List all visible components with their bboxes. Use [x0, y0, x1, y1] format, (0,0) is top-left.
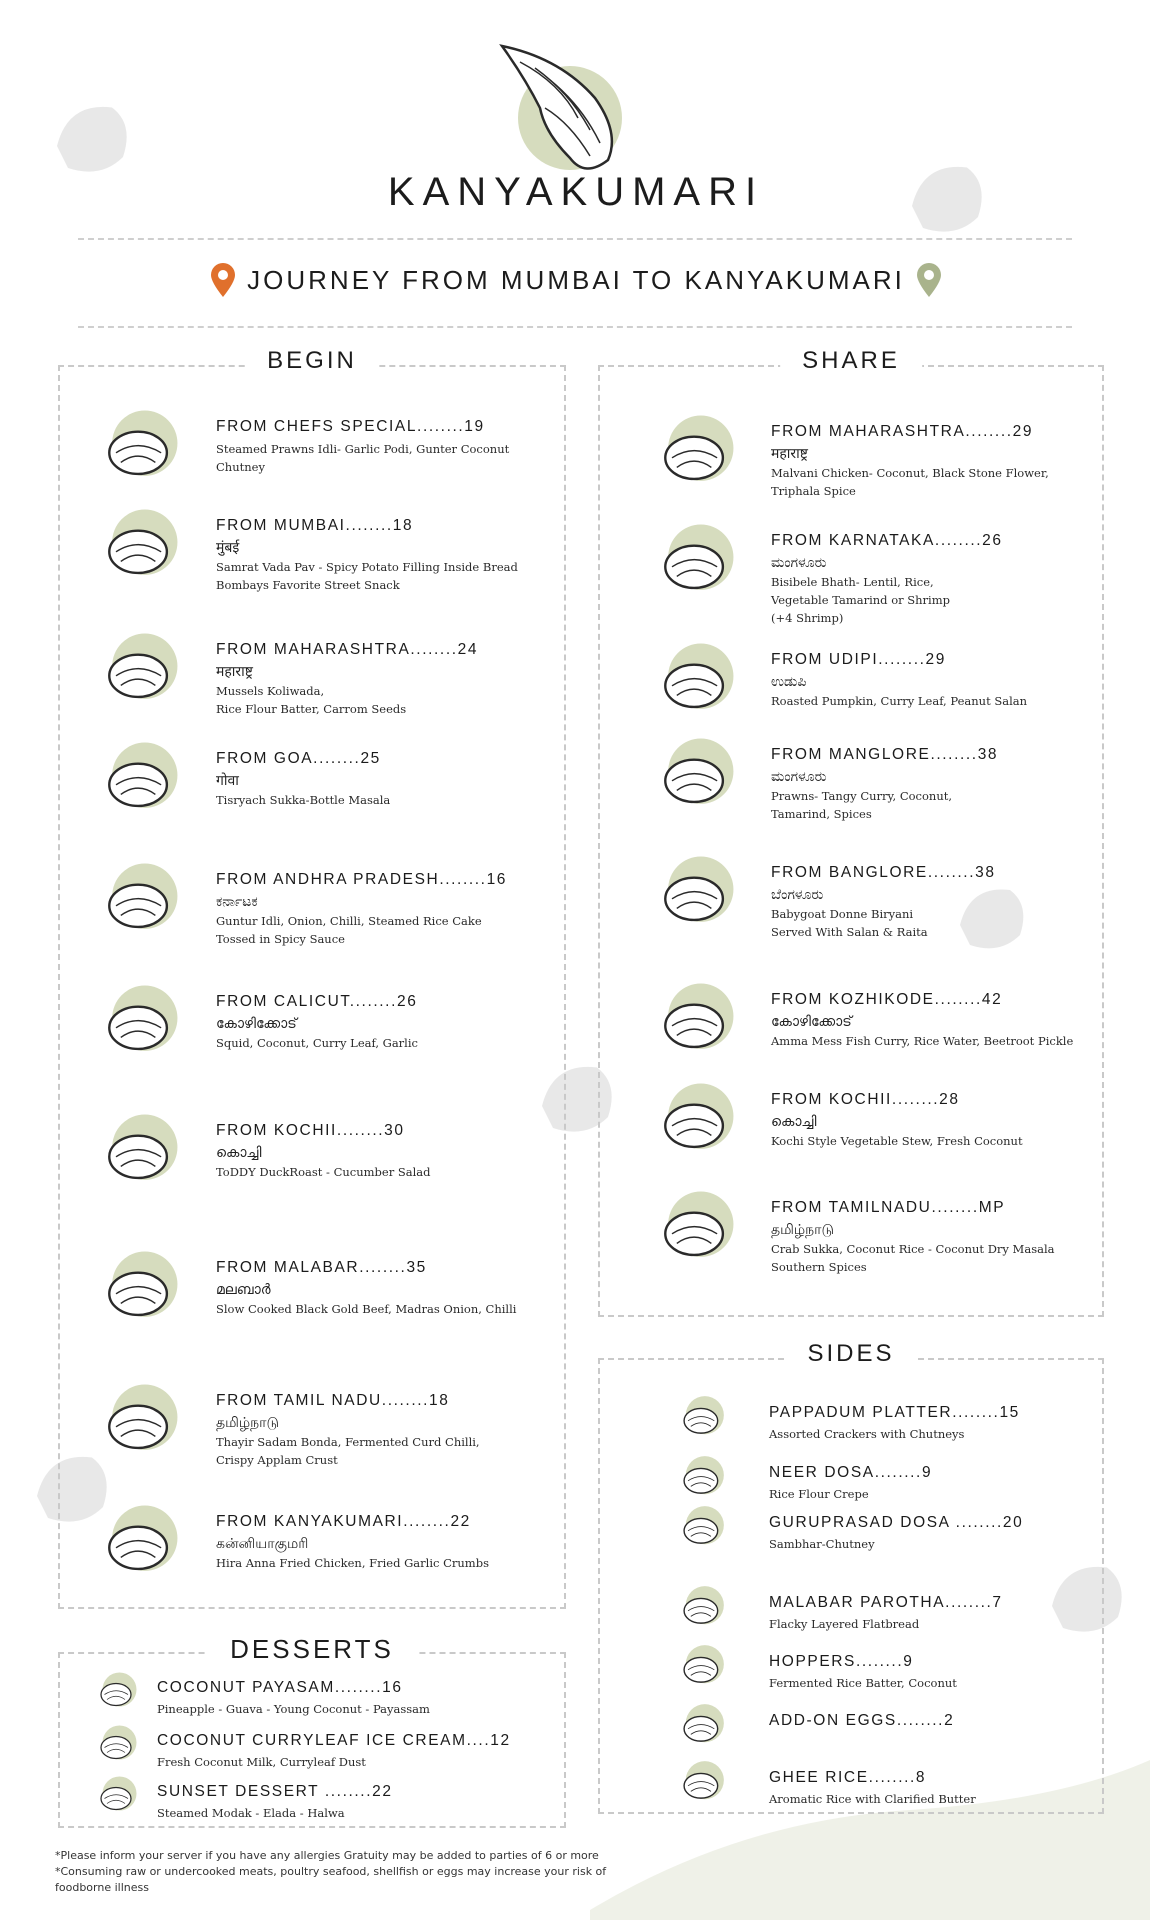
rice-bowl-icon [648, 514, 744, 610]
menu-item-description: Guntur Idli, Onion, Chilli, Steamed Rice Cake [216, 914, 482, 928]
side-item-title: GHEE RICE........8 [769, 1769, 927, 1786]
footnote-allergy: *Please inform your server if you have any allergies Gratuity may be added to parties of 6 or more [55, 1849, 599, 1862]
coconut-icon [648, 1073, 744, 1169]
menu-item-description: Served With Salan & Raita [771, 925, 928, 939]
side-item-description: Fermented Rice Batter, Coconut [769, 1676, 957, 1690]
footnote-raw-food: *Consuming raw or undercooked meats, poultry seafood, shellfish or eggs may increase your risk of foodborne illness [55, 1865, 607, 1894]
divider-top [78, 238, 1072, 240]
side-item-description: Flacky Layered Flatbread [769, 1617, 920, 1631]
menu-item-description: Chutney [216, 460, 265, 474]
menu-item-description: Bisibele Bhath- Lentil, Rice, [771, 575, 934, 589]
menu-item-native-name: ಬೆಂಗಳೂರು [771, 887, 824, 903]
side-item-description: Assorted Crackers with Chutneys [769, 1427, 965, 1441]
menu-item-description: Roasted Pumpkin, Curry Leaf, Peanut Salan [771, 694, 1028, 708]
pumpkin-icon [648, 633, 744, 729]
section-title: SHARE [780, 347, 922, 375]
menu-item-title: FROM ANDHRA PRADESH........16 [216, 871, 508, 888]
menu-item-description: Kochi Style Vegetable Stew, Fresh Coconut [771, 1134, 1023, 1148]
menu-item-native-name: கன்னியாகுமரி [216, 1536, 309, 1552]
menu-item-title: FROM KOZHIKODE........42 [771, 991, 1003, 1008]
menu-item-title: FROM TAMIL NADU........18 [216, 1392, 450, 1409]
clam-icon [92, 732, 188, 828]
menu-item-title: FROM GOA........25 [216, 750, 381, 767]
menu-item-title: FROM KANYAKUMARI........22 [216, 1513, 471, 1530]
menu-item-description: Steamed Prawns Idli- Garlic Podi, Gunter Coconut [216, 442, 510, 456]
pappadum-icon [674, 1390, 730, 1446]
menu-item-native-name: മലബാർ [216, 1282, 271, 1298]
hopper-icon [674, 1639, 730, 1695]
menu-item-native-name: गोवा [216, 773, 239, 789]
menu-item-native-name: ಮಂಗಳೂರು [771, 769, 827, 785]
section-title: DESSERTS [208, 1634, 416, 1665]
menu-item-native-name: ಕರ್ನಾಟಕ [216, 894, 258, 910]
menu-item-title: FROM MALABAR........35 [216, 1259, 427, 1276]
menu-item-title: FROM TAMILNADU........MP [771, 1199, 1006, 1216]
menu-item-title: FROM MAHARASHTRA........29 [771, 423, 1034, 440]
menu-item-description: Thayir Sadam Bonda, Fermented Curd Chilli, [216, 1435, 480, 1449]
divider-bottom [78, 326, 1072, 328]
menu-item-description: Tossed in Spicy Sauce [216, 932, 345, 946]
duck-icon [92, 1104, 188, 1200]
journey-banner [0, 262, 1152, 298]
idli-icon [92, 853, 188, 949]
menu-item-native-name: महाराष्ट्र [216, 664, 253, 680]
journey-title: JOURNEY FROM MUMBAI TO KANYAKUMARI [247, 264, 905, 295]
menu-item-description: Southern Spices [771, 1260, 867, 1274]
menu-item-native-name: ಮಂಗಳೂರು [771, 555, 827, 571]
menu-item-description: Amma Mess Fish Curry, Rice Water, Beetroot Pickle [771, 1034, 1074, 1048]
menu-item-title: FROM UDIPI........29 [771, 651, 946, 668]
side-item-title: GURUPRASAD DOSA ........20 [769, 1514, 1024, 1531]
menu-item-description: Crispy Applam Crust [216, 1453, 338, 1467]
menu-item-title: FROM MANGLORE........38 [771, 746, 999, 763]
menu-item-description: Rice Flour Batter, Carrom Seeds [216, 702, 407, 716]
menu-item-description: ToDDY DuckRoast - Cucumber Salad [216, 1165, 431, 1179]
menu-item-description: Mussels Koliwada, [216, 684, 325, 698]
menu-item-title: FROM CHEFS SPECIAL........19 [216, 418, 485, 435]
side-item-title: HOPPERS........9 [769, 1653, 914, 1670]
menu-item-description: Tisryach Sukka-Bottle Masala [216, 793, 391, 807]
menu-item-native-name: मुंबई [216, 540, 240, 556]
side-item-description: Sambhar-Chutney [769, 1537, 875, 1551]
prawn-icon [648, 728, 744, 824]
parotha-icon [674, 1580, 730, 1636]
menu-item-title: FROM BANGLORE........38 [771, 864, 996, 881]
rice-icon [674, 1755, 730, 1811]
menu-item-description: Hira Anna Fried Chicken, Fried Garlic Crumbs [216, 1556, 489, 1570]
menu-item-native-name: ಉಡುಪಿ [771, 674, 807, 690]
eggs-icon [674, 1698, 730, 1754]
dessert-item-description: Fresh Coconut Milk, Curryleaf Dust [157, 1755, 366, 1769]
menu-item-native-name: കൊച്ചി [771, 1114, 817, 1130]
dessert-item-title: COCONUT PAYASAM........16 [157, 1679, 403, 1696]
menu-item-description: Bombays Favorite Street Snack [216, 578, 400, 592]
hen-icon [648, 405, 744, 501]
menu-item-description: Babygoat Donne Biryani [771, 907, 914, 921]
location-pin-icon [209, 262, 237, 298]
side-item-title: ADD-ON EGGS........2 [769, 1712, 955, 1729]
menu-item-description: Squid, Coconut, Curry Leaf, Garlic [216, 1036, 418, 1050]
menu-item-title: FROM KOCHII........28 [771, 1091, 960, 1108]
dessert-item-title: COCONUT CURRYLEAF ICE CREAM....12 [157, 1732, 511, 1749]
share-section [598, 347, 1104, 1317]
conch-shell-icon [490, 38, 640, 188]
menu-item-description: Vegetable Tamarind or Shrimp [771, 593, 950, 607]
goat-icon [648, 846, 744, 942]
menu-item-native-name: महाराष्ट्र [771, 446, 808, 462]
bonda-icon [92, 1374, 188, 1470]
section-title: SIDES [785, 1340, 916, 1368]
side-item-title: MALABAR PAROTHA........7 [769, 1594, 1003, 1611]
menu-item-title: FROM MUMBAI........18 [216, 517, 414, 534]
squid-icon [92, 975, 188, 1071]
menu-item-description: Crab Sukka, Coconut Rice - Coconut Dry Masala [771, 1242, 1055, 1256]
crab-icon [648, 1181, 744, 1277]
payasam-bowl-icon [92, 1667, 142, 1717]
menu-item-native-name: കോഴിക്കോട് [771, 1014, 852, 1030]
location-pin-icon [915, 262, 943, 298]
dessert-item-description: Steamed Modak - Elada - Halwa [157, 1806, 345, 1820]
menu-item-native-name: കൊച്ചി [216, 1145, 262, 1161]
menu-item-native-name: தமிழ்நாடு [771, 1222, 834, 1238]
curry-leaf-icon [92, 1720, 142, 1770]
menu-item-description: Prawns- Tangy Curry, Coconut, [771, 789, 952, 803]
menu-item-title: FROM MAHARASHTRA........24 [216, 641, 479, 658]
vada-pav-icon [92, 499, 188, 595]
dessert-item-title: SUNSET DESSERT ........22 [157, 1783, 393, 1800]
menu-item-description: Samrat Vada Pav - Spicy Potato Filling Inside Bread [216, 560, 518, 574]
menu-item-description: Triphala Spice [771, 484, 856, 498]
side-item-description: Aromatic Rice with Clarified Butter [769, 1792, 976, 1806]
menu-item-native-name: കോഴിക്കോട് [216, 1016, 297, 1032]
fish-icon [648, 973, 744, 1069]
rolled-dosa-icon [674, 1500, 730, 1556]
mussel-icon [92, 623, 188, 719]
menu-item-description: (+4 Shrimp) [771, 611, 844, 625]
menu-item-description: Malvani Chicken- Coconut, Black Stone Flower, [771, 466, 1049, 480]
section-title: BEGIN [245, 347, 379, 375]
dosa-icon [674, 1450, 730, 1506]
modak-icon [92, 1771, 142, 1821]
hen-icon [92, 1495, 188, 1591]
menu-item-title: FROM KARNATAKA........26 [771, 532, 1003, 549]
side-item-title: PAPPADUM PLATTER........15 [769, 1404, 1020, 1421]
side-item-title: NEER DOSA........9 [769, 1464, 933, 1481]
bull-icon [92, 1241, 188, 1337]
menu-item-description: Tamarind, Spices [771, 807, 872, 821]
side-item-description: Rice Flour Crepe [769, 1487, 869, 1501]
prawn-icon [92, 400, 188, 496]
dessert-item-description: Pineapple - Guava - Young Coconut - Payassam [157, 1702, 430, 1716]
footnotes [55, 1848, 615, 1896]
brand-name: KANYAKUMARI [387, 170, 765, 214]
menu-item-title: FROM CALICUT........26 [216, 993, 418, 1010]
menu-item-description: Slow Cooked Black Gold Beef, Madras Onion, Chilli [216, 1302, 517, 1316]
menu-item-title: FROM KOCHII........30 [216, 1122, 405, 1139]
menu-item-native-name: தமிழ்நாடு [216, 1415, 279, 1431]
